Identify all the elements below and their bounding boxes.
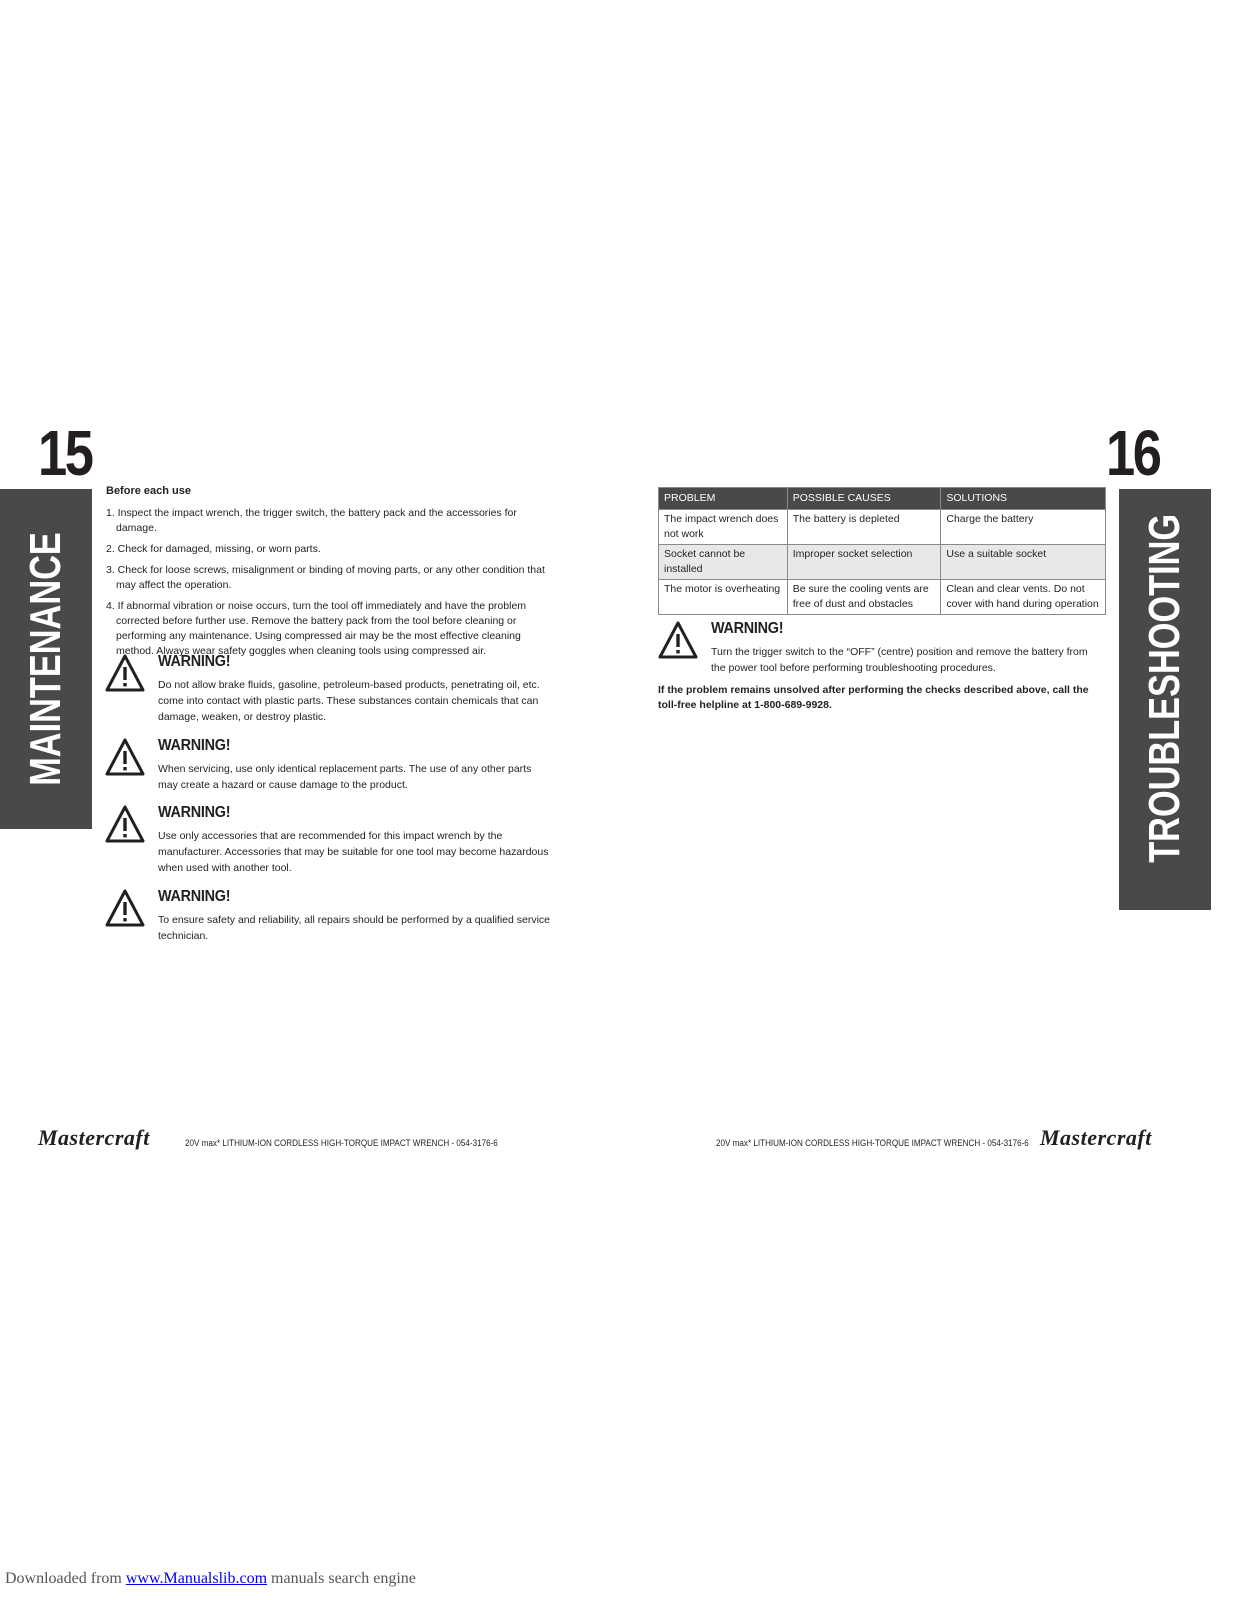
warning-block xyxy=(105,653,560,728)
maintenance-steps-list xyxy=(106,506,556,665)
list-item: 2. Check for damaged, missing, or worn parts. xyxy=(106,543,321,555)
before-each-use-heading: Before each use xyxy=(106,485,191,497)
warning-triangle-icon xyxy=(105,653,145,693)
mastercraft-logo-right: Mastercraft xyxy=(1040,1125,1152,1150)
warning-block xyxy=(658,620,1108,680)
warning-triangle-icon xyxy=(105,888,145,928)
warning-title: WARNING! xyxy=(711,620,784,637)
table-cell: The impact wrench does not work xyxy=(659,510,788,545)
warning-text: Do not allow brake fluids, gasoline, petroleum-based products, penetrating oil, etc. come into contact with plastic parts. These substances contain chemicals that can damage, weaken, or destroy plastic. xyxy=(158,679,540,723)
download-suffix: manuals search engine xyxy=(271,1570,416,1587)
troubleshooting-side-tab xyxy=(1119,489,1211,910)
troubleshooting-tab-label: TROUBLESHOOTING xyxy=(1140,513,1189,863)
table-row xyxy=(659,580,1106,615)
column-header: PROBLEM xyxy=(659,488,788,510)
list-item: 3. Check for loose screws, misalignment or binding of moving parts, or any other condition that may affect the operation. xyxy=(106,564,545,591)
warning-title: WARNING! xyxy=(158,804,231,821)
table-cell: Improper socket selection xyxy=(787,545,941,580)
list-item: 4. If abnormal vibration or noise occurs, turn the tool off immediately and have the problem corrected before further use. Remove the battery pack from the tool before cleaning or performing any maintenance. Using compressed air may be the most effective cleaning method. Always wear safety goggles when cleaning tools using compressed air. xyxy=(106,600,527,657)
footer-product-text-left: 20V max* LITHIUM-ION CORDLESS HIGH-TORQUE IMPACT WRENCH - 054-3176-6 xyxy=(185,1138,498,1148)
download-source-line xyxy=(5,1570,416,1588)
column-header: SOLUTIONS xyxy=(941,488,1106,510)
warning-block xyxy=(105,804,560,879)
maintenance-side-tab xyxy=(0,489,92,829)
page-number-right: 16 xyxy=(1106,417,1160,489)
warning-text: To ensure safety and reliability, all repairs should be performed by a qualified service technician. xyxy=(158,914,551,942)
table-header-row xyxy=(659,488,1106,510)
page-number-left: 15 xyxy=(38,417,92,489)
table-cell: Be sure the cooling vents are free of dust and obstacles xyxy=(787,580,941,615)
warning-triangle-icon xyxy=(105,737,145,777)
table-row xyxy=(659,510,1106,545)
warning-triangle-icon xyxy=(658,620,698,660)
column-header: POSSIBLE CAUSES xyxy=(787,488,941,510)
mastercraft-logo-left: Mastercraft xyxy=(38,1125,150,1150)
warning-text: Turn the trigger switch to the “OFF” (centre) position and remove the battery from the power tool before performing troubleshooting procedures. xyxy=(711,646,1088,674)
table-cell: The battery is depleted xyxy=(787,510,941,545)
warning-text: When servicing, use only identical replacement parts. The use of any other parts may create a hazard or cause damage to the product. xyxy=(158,763,532,791)
list-item: 1. Inspect the impact wrench, the trigger switch, the battery pack and the accessories for damage. xyxy=(106,507,517,534)
table-cell: Clean and clear vents. Do not cover with hand during operation xyxy=(941,580,1106,615)
warning-text: Use only accessories that are recommended for this impact wrench by the manufacturer. Accessories that may be suitable for one tool may become hazardous when used with another tool. xyxy=(158,830,549,874)
footer-product-text-right: 20V max* LITHIUM-ION CORDLESS HIGH-TORQUE IMPACT WRENCH - 054-3176-6 xyxy=(716,1138,1029,1148)
table-row xyxy=(659,545,1106,580)
warning-block xyxy=(105,888,560,948)
manualslib-link[interactable]: www.Manualslib.com xyxy=(125,1570,268,1587)
maintenance-tab-label: MAINTENANCE xyxy=(21,532,70,786)
warning-triangle-icon xyxy=(105,804,145,844)
download-prefix: Downloaded from xyxy=(5,1570,122,1587)
warning-title: WARNING! xyxy=(158,737,231,754)
troubleshooting-table xyxy=(658,487,1106,615)
helpline-note: If the problem remains unsolved after performing the checks described above, call the toll-free helpline at 1-800-689-9928. xyxy=(658,684,1089,711)
table-cell: The motor is overheating xyxy=(659,580,788,615)
table-cell: Charge the battery xyxy=(941,510,1106,545)
table-cell: Use a suitable socket xyxy=(941,545,1106,580)
warning-title: WARNING! xyxy=(158,888,231,905)
warning-title: WARNING! xyxy=(158,653,231,670)
warning-block xyxy=(105,737,560,797)
table-cell: Socket cannot be installed xyxy=(659,545,788,580)
